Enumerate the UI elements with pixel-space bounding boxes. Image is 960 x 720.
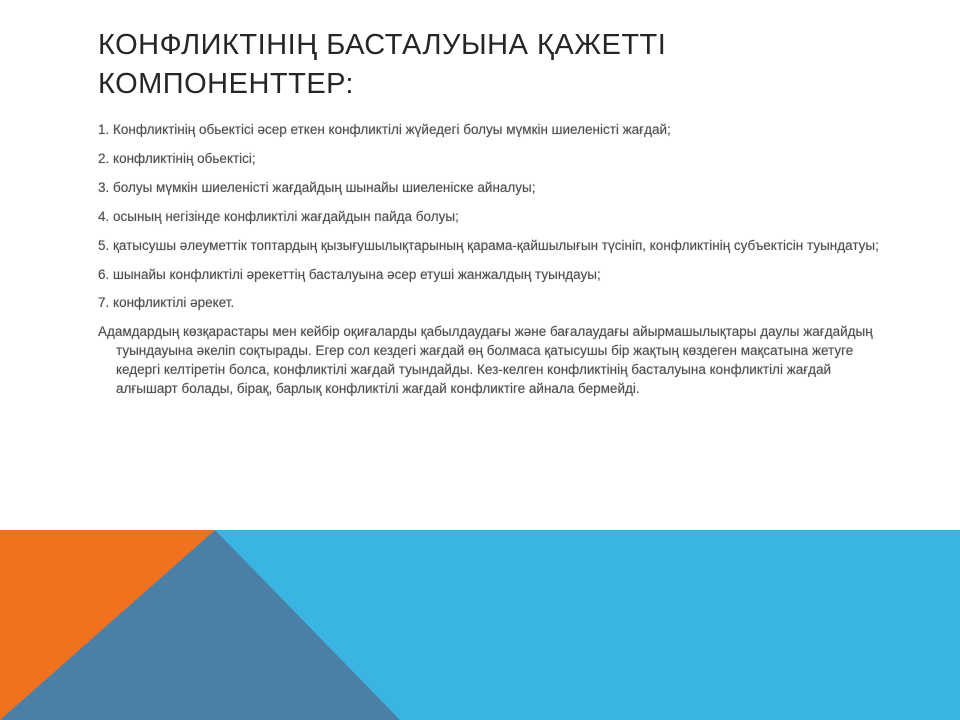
list-item-4: 4. осының негізінде конфликтілі жағдайдын пайда болуы; [98,209,459,224]
list-item-5: 5. қатысушы әлеуметтік топтардың қызығушылықтарының қарама-қайшылығын түсініп, конфликтінің субъектісін туындатуы; [98,238,879,253]
list-item-3: 3. болуы мүмкін шиеленісті жағдайдың шынайы шиеленіске айналуы; [98,180,536,195]
slide-title-line-1: КОНФЛИКТІНІҢ БАСТАЛУЫНА ҚАЖЕТТІ [98,29,667,61]
list-item-1: 1. Конфликтінің обьектісі әсер еткен конфликтілі жүйедегі болуы мүмкін шиеленісті жағдай; [98,122,671,137]
list-item-2: 2. конфликтінің обьектісі; [98,151,256,166]
slide-body [98,120,888,398]
slide-title [98,26,918,104]
body-paragraph: Адамдардың көзқарастары мен кейбір оқиғаларды қабылдаудағы және бағалаудағы айырмашылықтары даулы жағдайдың туындауына әкеліп соқтырады. Егер сол кездегі жағдай өң болмаса қатысушы бір жақтың көздеген мақсатына жетуге кедергі келтіретін болса, конфликтілі жағдай туындайды. Кез-келген конфликтінің басталуына конфликтілі жағдай алғышарт болады, бірақ, барлық конфликтілі жағдай конфликтіге айнала бермейді. [98,324,873,396]
decorative-footer-band [0,530,960,720]
list-item-6: 6. шынайы конфликтілі әрекеттің басталуына әсер етуші жанжалдың туындауы; [98,267,601,282]
slide-title-line-2: КОМПОНЕНТТЕР: [98,68,354,100]
list-item-7: 7. конфликтілі әрекет. [98,295,235,310]
